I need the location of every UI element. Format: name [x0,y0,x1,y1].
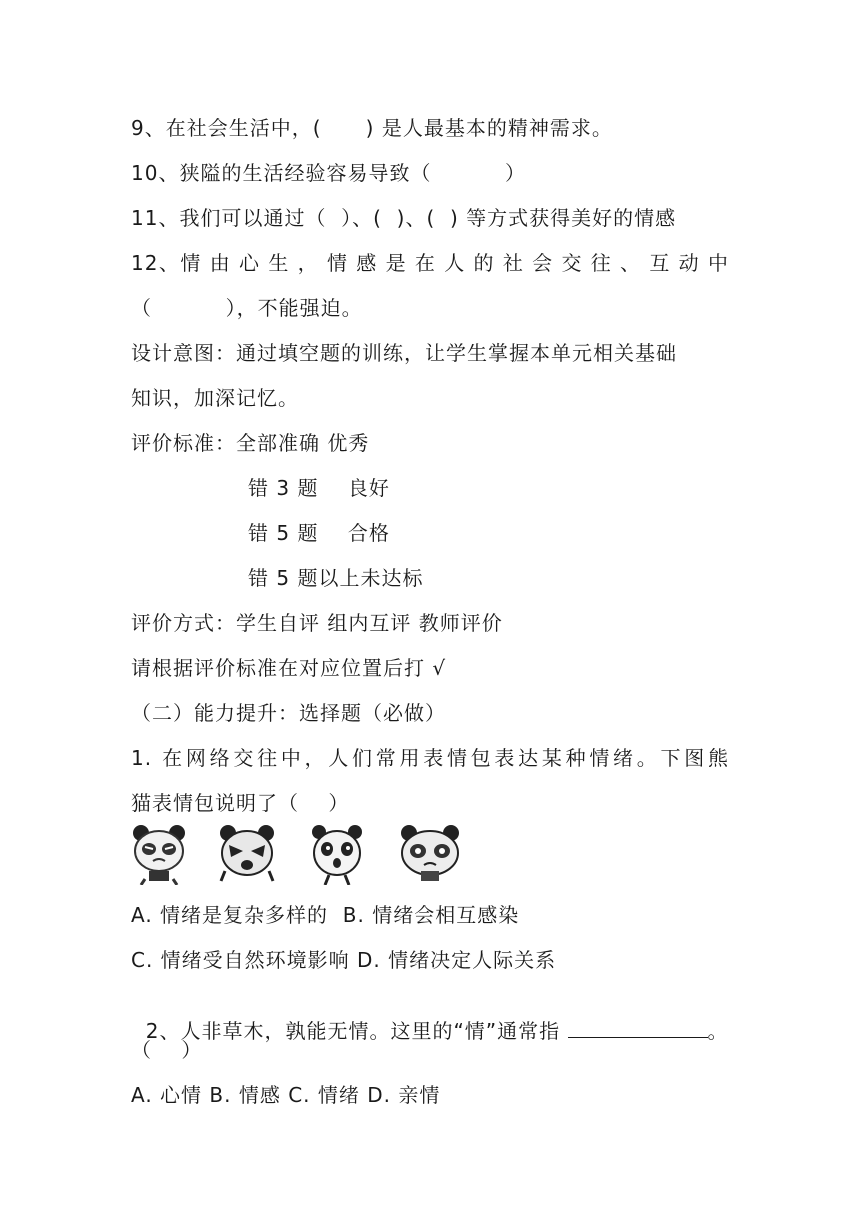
mc-question-2-options: A. 心情 B. 情感 C. 情绪 D. 亲情 [131,1083,441,1107]
panda-angry-icon [219,823,275,885]
answer-blank [568,1019,708,1038]
instruction: 请根据评价标准在对应位置后打 √ [131,656,447,680]
panda-sad-icon [131,823,187,885]
criteria-line-3: 错 5 题 合格 [248,521,390,545]
mc-question-1-line-1: 1. 在网络交往中，人们常用表情包表达某种情绪。下图熊 [131,746,729,770]
question-10: 10、狭隘的生活经验容易导致（ ） [131,161,527,185]
design-intent-line-1: 设计意图：通过填空题的训练，让学生掌握本单元相关基础 [131,341,677,365]
mc-question-2 [131,992,729,1044]
criteria-line-4: 错 5 题以上未达标 [248,566,424,590]
panda-crying-icon [397,823,463,885]
mc-question-1-line-2: 猫表情包说明了（ ） [131,791,350,815]
criteria-line-2: 错 3 题 良好 [248,476,390,500]
evaluation-method: 评价方式：学生自评 组内互评 教师评价 [131,611,503,635]
section-heading: （二）能力提升：选择题（必做） [131,701,446,725]
question-12-line-1: 12、情 由 心 生 ， 情 感 是 在 人 的 社 会 交 往 、 互 动 中 [131,251,729,275]
question-12-line-2: （ ），不能强迫。 [131,296,363,320]
mc-question-2-paren: （ ） [131,1038,203,1062]
question-11: 11、我们可以通过（ ）、( )、( ) 等方式获得美好的情感 [131,206,677,230]
mc-question-2-text: 2、人非草木，孰能无情。这里的“情”通常指 [145,1019,568,1043]
design-intent-line-2: 知识，加深记忆。 [131,386,299,410]
mc-question-2-period: 。 [707,1019,729,1043]
mc-question-1-options-line-1: A. 情绪是复杂多样的 B. 情绪会相互感染 [131,903,520,927]
mc-question-1-options-line-2: C. 情绪受自然环境影响 D. 情绪决定人际关系 [131,948,557,972]
question-9: 9、在社会生活中，( ) 是人最基本的精神需求。 [131,116,613,140]
panda-emoji-strip [131,823,491,889]
panda-surprised-icon [309,823,365,885]
criteria-line-1: 评价标准：全部准确 优秀 [131,431,370,455]
